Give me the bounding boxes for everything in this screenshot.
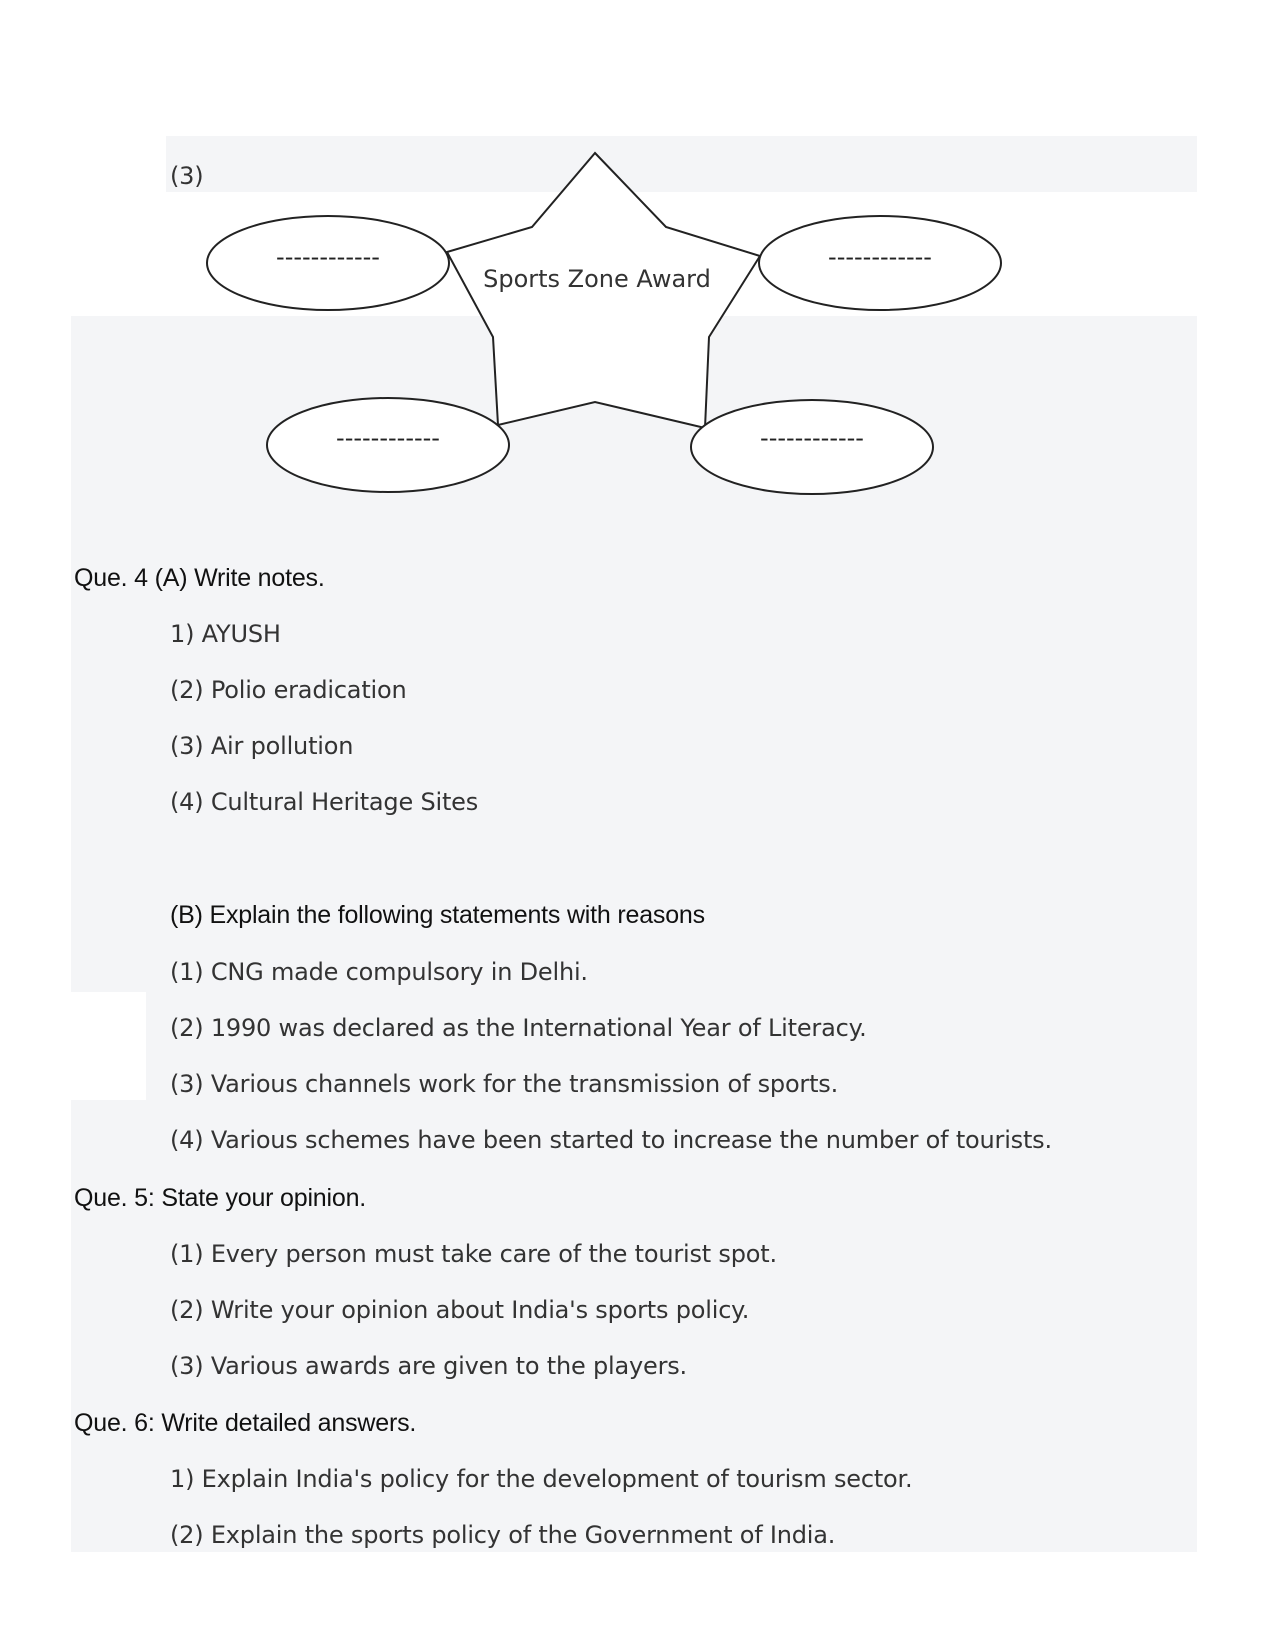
q6-answer-item: (2) Explain the sports policy of the Government of India. <box>170 1521 836 1549</box>
q6-heading: Que. 6: Write detailed answers. <box>74 1409 417 1437</box>
star-center-label: Sports Zone Award <box>483 265 711 293</box>
blank-text-bottom-right: ------------ <box>760 424 864 452</box>
star-diagram <box>0 0 1275 520</box>
q5-opinion-item: (1) Every person must take care of the tourist spot. <box>170 1240 777 1268</box>
q4-note-item: (4) Cultural Heritage Sites <box>170 788 479 816</box>
q4b-statement-item: (4) Various schemes have been started to increase the number of tourists. <box>170 1126 1052 1154</box>
q4-heading: Que. 4 (A) Write notes. <box>74 564 325 592</box>
q5-opinion-item: (2) Write your opinion about India's sports policy. <box>170 1296 750 1324</box>
q4-note-item: (2) Polio eradication <box>170 676 407 704</box>
q4b-statement-item: (3) Various channels work for the transmission of sports. <box>170 1070 839 1098</box>
question-number: (3) <box>170 162 204 190</box>
blank-text-bottom-left: ------------ <box>336 424 440 452</box>
q4b-statement-item: (1) CNG made compulsory in Delhi. <box>170 958 588 986</box>
q4-note-item: 1) AYUSH <box>170 620 281 648</box>
q4-note-item: (3) Air pollution <box>170 732 354 760</box>
q5-opinion-item: (3) Various awards are given to the players. <box>170 1352 687 1380</box>
q5-heading: Que. 5: State your opinion. <box>74 1184 367 1212</box>
blank-text-top-right: ------------ <box>828 243 932 271</box>
q4b-statement-item: (2) 1990 was declared as the International Year of Literacy. <box>170 1014 867 1042</box>
q6-answer-item: 1) Explain India's policy for the development of tourism sector. <box>170 1465 913 1493</box>
blank-text-top-left: ------------ <box>276 243 380 271</box>
q4b-heading: (B) Explain the following statements with reasons <box>170 901 705 929</box>
